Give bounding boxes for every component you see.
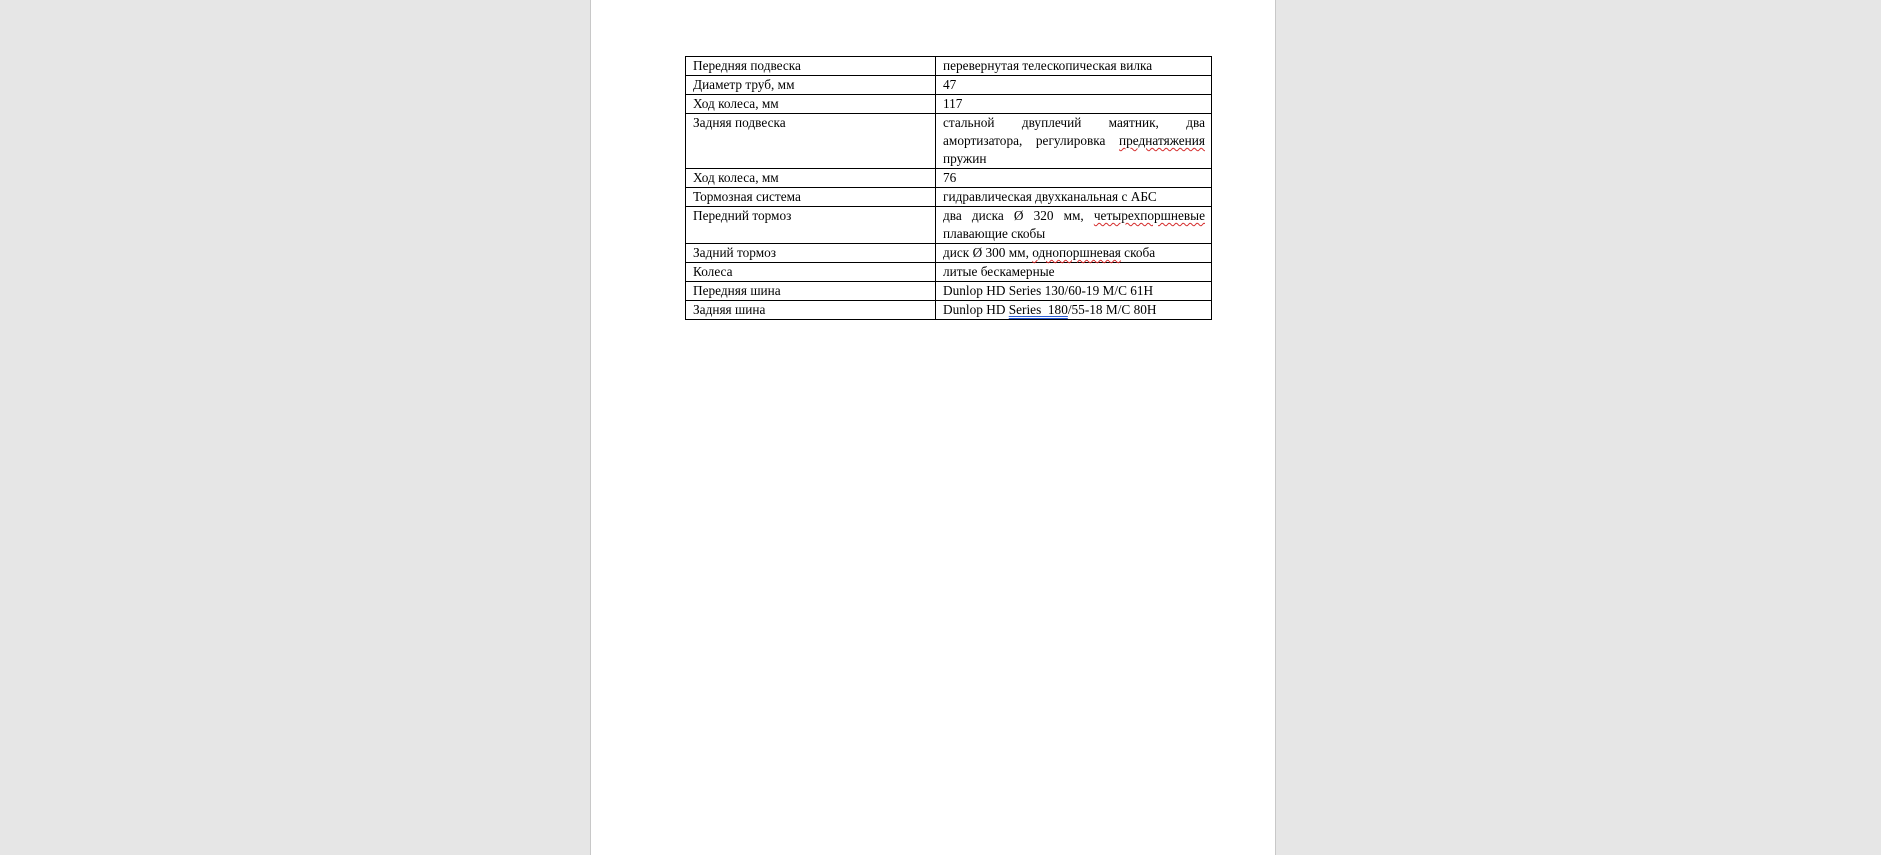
document-page[interactable] xyxy=(590,0,1276,855)
row-value xyxy=(936,301,1212,320)
table-row xyxy=(686,76,1212,95)
table-row xyxy=(686,169,1212,188)
value-text: Dunlop HD xyxy=(943,302,1009,317)
table-row xyxy=(686,207,1212,244)
spelling-error-word[interactable]: четырехпоршневые xyxy=(1093,208,1205,223)
table-row xyxy=(686,114,1212,169)
value-text: плавающие скобы xyxy=(943,226,1046,241)
row-value: 117 xyxy=(936,95,1212,114)
value-text: стальной двуплечий маятник, два амортизатора, регулировка xyxy=(943,115,1205,148)
row-label: Диаметр труб, мм xyxy=(686,76,936,95)
row-value: Dunlop HD Series 130/60-19 M/C 61H xyxy=(936,282,1212,301)
row-value xyxy=(936,114,1212,169)
row-value: литые бескамерные xyxy=(936,263,1212,282)
row-label: Задний тормоз xyxy=(686,244,936,263)
row-label: Передняя подвеска xyxy=(686,57,936,76)
row-label: Задняя подвеска xyxy=(686,114,936,169)
table-row xyxy=(686,301,1212,320)
row-value xyxy=(936,207,1212,244)
row-value: перевернутая телескопическая вилка xyxy=(936,57,1212,76)
table-row xyxy=(686,263,1212,282)
table-row xyxy=(686,188,1212,207)
row-label: Передняя шина xyxy=(686,282,936,301)
row-value: 47 xyxy=(936,76,1212,95)
grammar-error-phrase[interactable]: Series 180 xyxy=(1008,302,1068,317)
spelling-error-word[interactable]: преднатяжения xyxy=(1119,133,1205,148)
specifications-table xyxy=(685,56,1212,320)
row-value xyxy=(936,244,1212,263)
spelling-error-word[interactable]: однопоршневая xyxy=(1032,245,1121,260)
row-label: Задняя шина xyxy=(686,301,936,320)
row-label: Ход колеса, мм xyxy=(686,95,936,114)
row-value: гидравлическая двухканальная с АБС xyxy=(936,188,1212,207)
row-label: Ход колеса, мм xyxy=(686,169,936,188)
value-text: /55-18 M/C 80H xyxy=(1067,302,1157,317)
table-row xyxy=(686,95,1212,114)
value-text: два диска Ø 320 мм, xyxy=(943,208,1094,223)
table-row xyxy=(686,244,1212,263)
table-row xyxy=(686,282,1212,301)
value-text: пружин xyxy=(943,151,987,166)
row-label: Передний тормоз xyxy=(686,207,936,244)
value-text: скоба xyxy=(1120,245,1156,260)
row-value: 76 xyxy=(936,169,1212,188)
value-text: диск Ø 300 мм, xyxy=(943,245,1033,260)
row-label: Тормозная система xyxy=(686,188,936,207)
table-row xyxy=(686,57,1212,76)
row-label: Колеса xyxy=(686,263,936,282)
